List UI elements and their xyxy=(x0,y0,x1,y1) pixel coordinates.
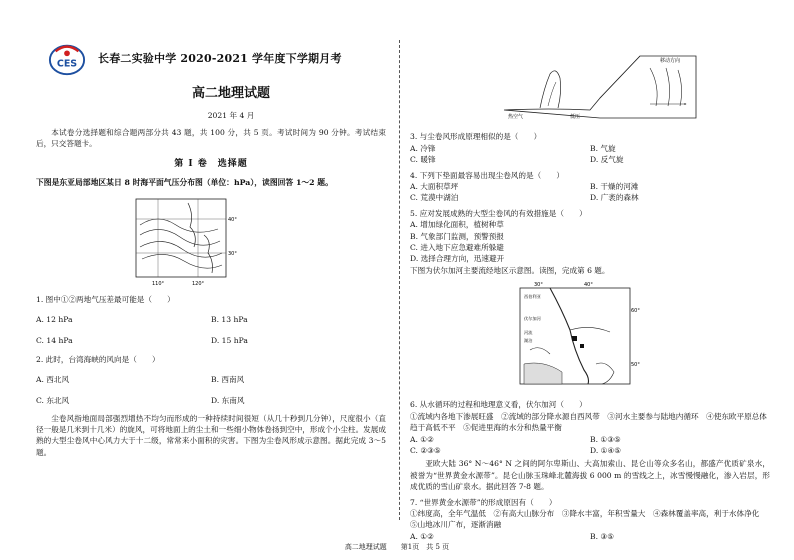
option: B. ①③⑤ xyxy=(590,434,621,444)
option: D. ①④⑤ xyxy=(590,446,622,456)
option-list xyxy=(36,314,386,347)
option: B. 气旋 xyxy=(590,143,616,153)
exam-intro: 本试卷分选择题和综合题两部分共 43 题，共 100 分，共 5 页。考试时间为 90 分钟。考试结束后，只交答题卡。 xyxy=(36,127,386,149)
question-stem: 3. 与尘卷风形成原理相似的是（ ） xyxy=(410,132,542,142)
page-footer: 高二地理试题 第1页 共 5 页 xyxy=(344,543,450,551)
option: A. 冷锋 xyxy=(410,143,436,153)
map2-place-label: 河流 xyxy=(524,330,533,336)
question-lead: 下图是东亚局部地区某日 8 时海平面气压分布图（单位：hPa），读图回答 1～2 题。 xyxy=(36,178,333,188)
tornado-low-label: 低压 xyxy=(570,114,581,120)
question-stem: 7. “世界黄金水源带”的形成原因有（ ） xyxy=(410,497,557,507)
option-list xyxy=(410,143,770,166)
right-column xyxy=(410,44,770,542)
map2-lon-label: 30° xyxy=(534,282,543,289)
question-2 xyxy=(36,354,386,406)
option: B. 干燥的河滩 xyxy=(590,181,639,191)
option: D. 反气旋 xyxy=(590,155,624,165)
option: C. 进入地下应急避难所躲避 xyxy=(410,242,504,252)
option: A. 增加绿化面积，植树种草 xyxy=(410,220,504,230)
column-divider xyxy=(399,40,400,520)
question-6 xyxy=(410,399,770,456)
map1-lon-label: 120° xyxy=(192,280,205,287)
map1-lon-label: 110° xyxy=(152,280,165,287)
option: C. 暖锋 xyxy=(410,155,436,165)
passage-dust-devil: 尘卷风指地面局部强烈增热不均匀而形成的一种持续时间很短（从几十秒到几分钟），尺度很小（直径一般是几米到十几米）的旋风，可将地面上的尘土和一些细小物体卷扬到空中，形成个小尘柱。发展成熟的大型尘卷风中心风力大于十二级，常常来小面积的灾害。下图为尘卷风形成示意图。据此完成 3～5 题。 xyxy=(36,413,386,457)
option: B. 气象部门监测，预警预报 xyxy=(410,231,504,241)
option: A. ①② xyxy=(410,531,434,541)
volga-map-figure xyxy=(510,280,640,392)
question-3 xyxy=(410,131,770,165)
map2-place-label: 伏尔加河 xyxy=(524,316,541,322)
subject-title: 高二地理试题 xyxy=(191,86,270,101)
map1-lat-label: 40° xyxy=(228,216,237,223)
statement-list: ①流域内各地下渗展旺盛 ②流域的部分降水源自西风带 ③河水主要参与陆地内循环 ④使东欧平原总体趋于高低不平 ⑤促进里海的水分和热量平衡 xyxy=(410,411,767,433)
map2-lat-label: 50° xyxy=(631,362,640,369)
statement-list: ①纬度高，全年气温低 ②有高大山脉分布 ③降水丰富，年积雪量大 ④森林覆盖率高，利于水体净化 ⑤山地冰川广布，逐渐消融 xyxy=(410,508,767,530)
option-list xyxy=(36,374,386,407)
option: C. 14 hPa xyxy=(36,336,73,346)
option: A. 12 hPa xyxy=(36,314,73,324)
option: B. ③⑤ xyxy=(590,531,615,541)
exam-header xyxy=(36,44,386,74)
map2-lon-label: 40° xyxy=(584,282,593,289)
question-lead: 下图为伏尔加河主要流经地区示意图。读图，完成第 6 题。 xyxy=(410,265,610,275)
option: B. 西南风 xyxy=(211,374,245,384)
option: C. 东北风 xyxy=(36,396,70,406)
question-stem: 4. 下列下垫面最容易出现尘卷风的是（ ） xyxy=(410,170,564,180)
dust-devil-figure xyxy=(500,48,700,124)
section-title: 第 I 卷 选择题 xyxy=(174,158,248,169)
question-stem: 2. 此时，台湾海峡的风向是（ ） xyxy=(36,355,160,365)
option: C. 荒漠中湖泊 xyxy=(410,193,459,203)
question-stem: 1. 图中①②两地气压差最可能是（ ） xyxy=(36,295,175,305)
option: D. 15 hPa xyxy=(211,336,248,346)
option: C. ②③⑤ xyxy=(410,446,441,456)
tornado-hot-air-label: 热空气 xyxy=(508,114,524,120)
option-list xyxy=(410,434,770,457)
question-stem: 5. 应对发展成熟的大型尘卷风的有效措施是（ ） xyxy=(410,208,587,218)
option-list xyxy=(410,181,770,204)
option: D. 选择合理方向，迅速避开 xyxy=(410,254,505,264)
question-5 xyxy=(410,208,770,276)
map2-place-label: 西伯利亚 xyxy=(524,294,541,300)
exam-title: 长春二实验中学 2020-2021 学年度下学期月考 xyxy=(98,51,342,65)
question-7 xyxy=(410,497,770,543)
exam-date: 2021 年 4 月 xyxy=(207,110,255,120)
passage-mineral-water: 亚欧大陆 36° N～46° N 之间的阿尔卑斯山、大高加索山、昆仑山等众多名山，都盛产优质矿泉水，被誉为“世界黄金水源带”。昆仑山脉玉珠峰北麓海拔 6 000 m 的雪线之上，冰雪慢慢融化，渗入岩层，形成优质的雪山矿泉水。据此回答 7-8 题。 xyxy=(410,459,770,492)
map2-lat-label: 60° xyxy=(631,308,640,315)
school-logo-icon xyxy=(48,40,86,78)
question-4 xyxy=(410,170,770,204)
tornado-move-label: 移动方向 xyxy=(660,58,681,64)
left-column xyxy=(36,44,386,458)
option: D. 东南风 xyxy=(211,396,245,406)
pressure-map-figure xyxy=(128,195,238,287)
option-list xyxy=(410,531,770,542)
question-1 xyxy=(36,294,386,346)
option: B. 13 hPa xyxy=(211,314,248,324)
map1-lat-label: 30° xyxy=(228,250,237,257)
option: A. 大面积草坪 xyxy=(410,181,459,191)
map2-place-label: 湖泊 xyxy=(524,338,533,344)
option: A. 西北风 xyxy=(36,374,70,384)
option: A. ①② xyxy=(410,434,434,444)
option: D. 广袤的森林 xyxy=(590,193,639,203)
logo-text: CES xyxy=(56,58,78,70)
question-stem: 6. 从水循环的过程和地理意义看，伏尔加河（ ） xyxy=(410,400,587,410)
